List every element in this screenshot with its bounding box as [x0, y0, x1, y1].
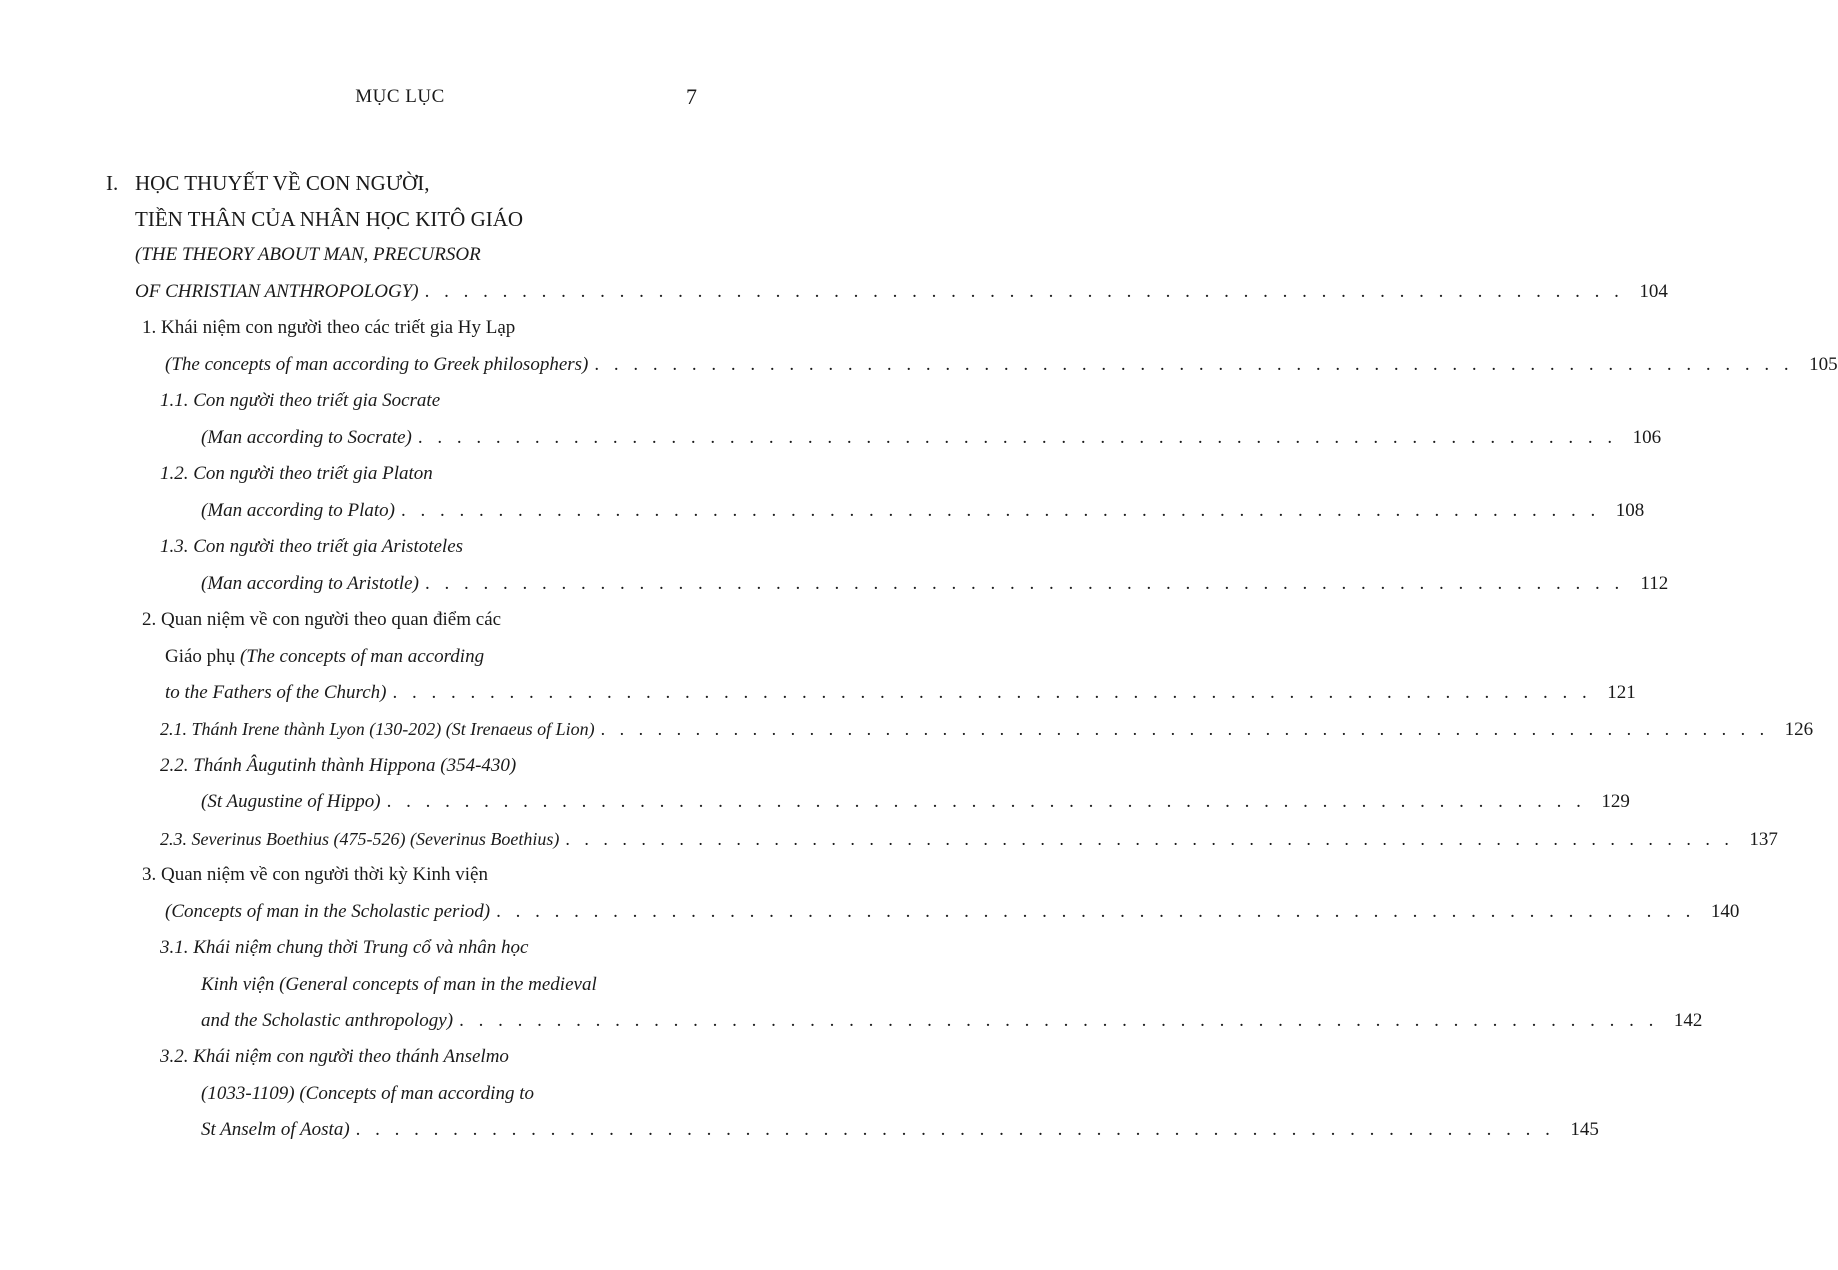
page-ref: 106	[1632, 427, 1662, 448]
page-ref: 145	[1570, 1119, 1599, 1140]
toc-entry-2-1[interactable]: 2.1. Thánh Irene thành Lyon (130-202) (St Irenaeus of Lion) . . . . . . . . . . . . . . . . . . . . . . . . . . . . . . . . . . . . . . . . . . . . . . . . . . . . . . . . . . . . . . 126	[160, 714, 697, 744]
page-ref: 104	[1639, 281, 1668, 302]
page-ref: 105	[1809, 354, 1838, 375]
toc-heading-3: 3. Quan niệm về con người thời kỳ Kinh viện	[142, 864, 488, 885]
toc-heading-2: 2. Quan niệm về con người theo quan điểm các	[142, 609, 502, 630]
toc-entry-3-1[interactable]: and the Scholastic anthropology) . . . . . . . . . . . . . . . . . . . . . . . . . . . . . . . . . . . . . . . . . . . . . . . . . . . . . . . . . . . . . . 142	[201, 1006, 697, 1036]
toc-entry-1-2[interactable]: (Man according to Plato) . . . . . . . . . . . . . . . . . . . . . . . . . . . . . . . . . . . . . . . . . . . . . . . . . . . . . . . . . . . . . . 108	[201, 496, 697, 526]
page-ref: 137	[1749, 829, 1778, 850]
page-ref: 142	[1673, 1010, 1703, 1031]
leader-dots: . . . . . . . . . . . . . . . . . . . . . . . . . . . . . . . . . . . . . . . . . . . . . . . . . . . . . . . . . . . . . .	[392, 682, 1592, 703]
toc-entry-2-3[interactable]: 2.3. Severinus Boethius (475-526) (Severinus Boethius) . . . . . . . . . . . . . . . . . . . . . . . . . . . . . . . . . . . . . . . . . . . . . . . . . . . . . . . . . . . . . . 137	[160, 824, 697, 854]
toc-heading-3-2: 3.2. Khái niệm con người theo thánh Anselmo	[160, 1046, 509, 1067]
section-title-line2: TIỀN THÂN CỦA NHÂN HỌC KITÔ GIÁO	[135, 207, 524, 231]
section-title-en-line1: (THE THEORY ABOUT MAN, PRECURSOR	[135, 244, 481, 265]
toc-entry-section-I[interactable]: OF CHRISTIAN ANTHROPOLOGY) . . . . . . . . . . . . . . . . . . . . . . . . . . . . . . . . . . . . . . . . . . . . . . . . . . . . . . . . . . . . . . 104	[135, 277, 697, 307]
toc-heading-1: 1. Khái niệm con người theo các triết gia Hy Lạp	[142, 317, 516, 338]
page-ref: 108	[1615, 500, 1645, 521]
leader-dots: . . . . . . . . . . . . . . . . . . . . . . . . . . . . . . . . . . . . . . . . . . . . . . . . . . . . . . . . . . . . . .	[496, 901, 1696, 922]
toc-heading-3-1-cont: Kinh viện (General concepts of man in the medieval	[201, 974, 597, 995]
leader-dots: . . . . . . . . . . . . . . . . . . . . . . . . . . . . . . . . . . . . . . . . . . . . . . . . . . . . . . . . . . . . . .	[600, 719, 1770, 739]
toc-entry-3-2[interactable]: St Anselm of Aosta) . . . . . . . . . . . . . . . . . . . . . . . . . . . . . . . . . . . . . . . . . . . . . . . . . . . . . . . . . . . . . . 145	[201, 1115, 697, 1145]
leader-dots: . . . . . . . . . . . . . . . . . . . . . . . . . . . . . . . . . . . . . . . . . . . . . . . . . . . . . . . . . . . . . .	[459, 1010, 1659, 1031]
page-ref: 129	[1601, 791, 1630, 812]
leader-dots: . . . . . . . . . . . . . . . . . . . . . . . . . . . . . . . . . . . . . . . . . . . . . . . . . . . . . . . . . . . . . .	[594, 354, 1794, 375]
page-ref: 140	[1710, 901, 1740, 922]
toc-entry-2-2[interactable]: (St Augustine of Hippo) . . . . . . . . . . . . . . . . . . . . . . . . . . . . . . . . . . . . . . . . . . . . . . . . . . . . . . . . . . . . . . 129	[201, 787, 697, 817]
toc-entry-3[interactable]: (Concepts of man in the Scholastic period) . . . . . . . . . . . . . . . . . . . . . . . . . . . . . . . . . . . . . . . . . . . . . . . . . . . . . . . . . . . . . . 140	[165, 897, 697, 927]
leader-dots: . . . . . . . . . . . . . . . . . . . . . . . . . . . . . . . . . . . . . . . . . . . . . . . . . . . . . . . . . . . . . .	[565, 829, 1734, 849]
toc-entry-1[interactable]: (The concepts of man according to Greek philosophers) . . . . . . . . . . . . . . . . . . . . . . . . . . . . . . . . . . . . . . . . . . . . . . . . . . . . . . . . . . . . . . 105	[165, 350, 697, 380]
toc-heading-2-cont: Giáo phụ (The concepts of man according	[165, 646, 485, 667]
toc-entry-1-1[interactable]: (Man according to Socrate) . . . . . . . . . . . . . . . . . . . . . . . . . . . . . . . . . . . . . . . . . . . . . . . . . . . . . . . . . . . . . . 106	[201, 423, 697, 453]
section-title-line1: HỌC THUYẾT VỀ CON NGƯỜI,	[135, 171, 430, 195]
section-numeral: I.	[106, 171, 119, 195]
leader-dots: . . . . . . . . . . . . . . . . . . . . . . . . . . . . . . . . . . . . . . . . . . . . . . . . . . . . . . . . . . . . . .	[386, 791, 1586, 812]
toc-entry-2[interactable]: to the Fathers of the Church) . . . . . . . . . . . . . . . . . . . . . . . . . . . . . . . . . . . . . . . . . . . . . . . . . . . . . . . . . . . . . . 121	[165, 678, 697, 708]
leader-dots: . . . . . . . . . . . . . . . . . . . . . . . . . . . . . . . . . . . . . . . . . . . . . . . . . . . . . . . . . . . . . .	[417, 427, 1618, 448]
toc-heading-3-1: 3.1. Khái niệm chung thời Trung cổ và nhân học	[160, 937, 529, 958]
leader-dots: . . . . . . . . . . . . . . . . . . . . . . . . . . . . . . . . . . . . . . . . . . . . . . . . . . . . . . . . . . . . . .	[424, 573, 1625, 594]
toc-heading-1-3: 1.3. Con người theo triết gia Aristoteles	[160, 536, 464, 557]
running-header-title: MỤC LỤC	[355, 86, 445, 107]
leader-dots: . . . . . . . . . . . . . . . . . . . . . . . . . . . . . . . . . . . . . . . . . . . . . . . . . . . . . . . . . . . . . .	[355, 1119, 1555, 1140]
toc-heading-3-2-cont: (1033-1109) (Concepts of man according to	[201, 1083, 534, 1104]
toc-entry-1-3[interactable]: (Man according to Aristotle) . . . . . . . . . . . . . . . . . . . . . . . . . . . . . . . . . . . . . . . . . . . . . . . . . . . . . . . . . . . . . . 112	[201, 569, 697, 599]
page-ref: 126	[1784, 719, 1814, 740]
page-number: 7	[686, 84, 697, 109]
leader-dots: . . . . . . . . . . . . . . . . . . . . . . . . . . . . . . . . . . . . . . . . . . . . . . . . . . . . . . . . . . . . . .	[401, 500, 1601, 521]
toc-heading-2-2: 2.2. Thánh Âugutinh thành Hippona (354-430)	[160, 755, 517, 776]
toc-heading-1-2: 1.2. Con người theo triết gia Platon	[160, 463, 433, 484]
toc-heading-1-1: 1.1. Con người theo triết gia Socrate	[160, 390, 441, 411]
leader-dots: . . . . . . . . . . . . . . . . . . . . . . . . . . . . . . . . . . . . . . . . . . . . . . . . . . . . . . . . . . . . . .	[424, 281, 1624, 302]
page-ref: 121	[1607, 682, 1636, 703]
page-ref: 112	[1640, 573, 1669, 594]
